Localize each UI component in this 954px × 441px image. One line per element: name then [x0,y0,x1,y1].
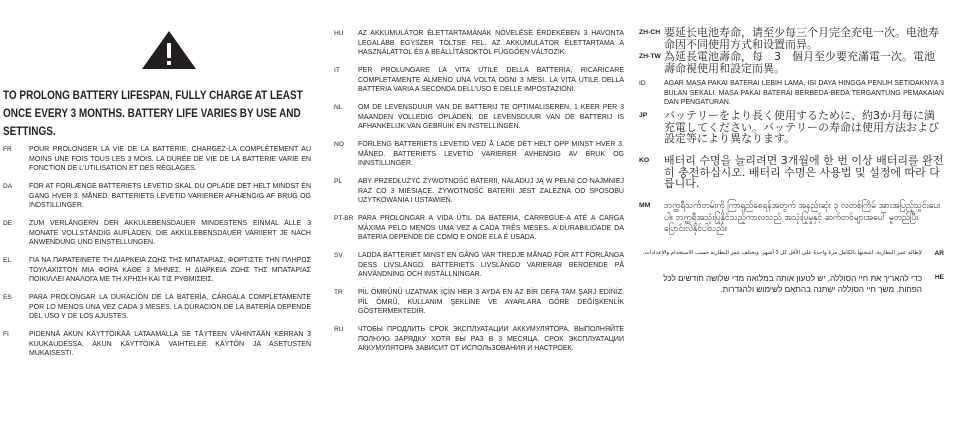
lang-code: JP [639,112,648,119]
lang-text: FOR AT FORLÆNGE BATTERIETS LEVETID SKAL DU OPLADE DET HELT MINDST ÉN GANG HVER 3. MÅNED. BATTERIETS LEVETID VARIERER AFHÆNGIG AF BRUG OG INDSTILLINGER. [29,183,311,210]
lang-text: POUR PROLONGER LA VIE DE LA BATTERIE, CHARGEZ-LA COMPLÈTEMENT AU MOINS UNE FOIS TOUS LES 3 MOIS. LA DURÉE DE VIE DE LA BATTERIE VARIE EN FONCTION DE L'UTILISATION ET DES RÉGLAGES. [29,146,311,173]
lang-code: RU [334,326,344,333]
warning-triangle-icon [141,30,197,70]
entry-zh-tw [639,51,944,74]
entry-id [639,79,944,108]
lang-code: FI [3,331,9,338]
lang-code: ID [639,80,646,87]
lang-text: 為延長電池壽命，每 3 個月至少要充滿電一次。電池壽命視使用和設定而異。 [664,50,935,75]
entry-pt-br [334,214,624,243]
lang-code: NO [334,141,344,148]
entry-jp [639,110,944,145]
headline: TO PROLONG BATTERY LIFESPAN, FULLY CHARGE AT LEAST ONCE EVERY 3 MONTHS. BATTERY LIFE VARIES BY USE AND SETTINGS. [3,89,303,138]
lang-code: ZH-TW [639,53,661,60]
lang-text: ZUM VERLÄNGERN DER AKKULEBENSDAUER MINDESTENS EINMAL ALLE 3 MONATE VOLLSTÄNDIG AUFLADEN. DIE AKKULEBENSDAUER VARIIERT JE NACH ANWENDUNG UND EINSTELLUNGEN. [29,220,311,247]
lang-text: FORLENG BATTERIETS LEVETID VED Å LADE DET HELT OPP MINST HVER 3. MÅNED. BATTERIETS LEVETID VARIERER AVHENGIG AV BRUK OG INNSTILLINGER. [358,141,624,168]
entry-ar [639,249,944,259]
lang-code: HU [334,30,344,37]
lang-text: 배터리 수명을 늘리려면 3개월에 한 번 이상 배터리를 완전히 충전하십시오. 배터리 수명은 사용법 및 설정에 따라 다릅니다. [664,154,944,190]
lang-text: PER PROLUNGARE LA VITA UTILE DELLA BATTERIA, RICARICARE COMPLETAMENTE ALMENO UNA VOLTA OGNI 3 MESI. LA VITA UTILE DELLA BATTERIA VARIA A SECONDA DELL'USO E DELLE IMPOSTAZIONI. [358,67,624,94]
lang-text: כדי להאריך את חיי הסוללה, יש לטעון אותה במלואה מדי שלושה חודשים לכל הפחות. משך חיי הסוללה ישתנה בהתאם לשימוש ולהגדרות. [663,274,922,295]
lang-code: PT-BR [334,215,354,222]
entry-sv [334,251,624,280]
lang-code: PL [334,178,343,185]
lang-code: NL [334,104,343,111]
entry-ko [639,155,944,190]
lang-code: DE [3,220,13,227]
lang-text: PARA PROLONGAR A VIDA ÚTIL DA BATERIA, CARREGUE-A ATÉ A CARGA MÁXIMA PELO MENOS UMA VEZ A CADA TRÊS MESES. A DURABILIDADE DA BATERIA DEPENDE DE COMO E ONDE ELA É USADA. [358,215,624,242]
entry-fi [3,330,311,359]
entry-nl [334,103,624,132]
lang-code: HE [934,274,944,281]
lang-text: PİL ÖMRÜNÜ UZATMAK İÇİN HER 3 AYDA EN AZ BİR DEFA TAM ŞARJ EDİNİZ. PİL ÖMRÜ, KULLANIM ŞEKLİNE VE AYARLARA GÖRE DEĞİŞKENLİK GÖSTERMEKTEDİR. [358,289,624,316]
lang-text: バッテリーをより長く使用するために、約3か月毎に満充電してください。バッテリーの寿命は使用方法および設定等により異なります。 [664,109,939,145]
entry-el [3,256,311,285]
entry-ru [334,325,624,354]
lang-text: لإطالة عمر البطارية، اشحنها بالكامل مرةً واحدةً على الأقل كل 3 أشهر. ويختلف عمر البطارية حسب الاستخدام والإعدادات. [643,250,922,256]
entry-es [3,293,311,322]
lang-text: OM DE LEVENSDUUR VAN DE BATTERIJ TE OPTIMALISEREN, 1 KEER PER 3 MAANDEN VOLLEDIG OPLADEN. DE LEVENSDUUR VAN DE BATTERIJ IS AFHANKELIJK VAN GEBRUIK EN INSTELLINGEN. [358,104,624,131]
lang-code: IT [334,67,340,74]
entry-tr [334,288,624,317]
entry-fr [3,145,311,174]
lang-text: ЧТОБЫ ПРОДЛИТЬ СРОК ЭКСПЛУАТАЦИИ АККУМУЛЯТОРА, ВЫПОЛНЯЙТЕ ПОЛНУЮ ЗАРЯДКУ ХОТЯ БЫ РАЗ В 3 МЕСЯЦА. СРОК ЭКСПЛУАТАЦИИ АККУМУЛЯТОРА ЗАВИСИТ ОТ ИСПОЛЬЗОВАНИЯ И НАСТРОЕК. [358,326,624,353]
lang-code: SV [334,252,343,259]
entry-it [334,66,624,95]
lang-text: AZ AKKUMULÁTOR ÉLETTARTAMÁNAK NÖVELÉSE ÉRDEKÉBEN 3 HAVONTA LEGALÁBB EGYSZER TÖLTSE FEL. AZ AKKUMULÁTOR ÉLETTARTAMA A HASZNÁLATTÓL ÉS A BEÁLLÍTÁSOKTÓL FÜGGŐEN VÁLTOZIK. [358,30,624,57]
lang-code: ZH-CH [639,29,661,36]
entry-hu [334,29,624,58]
lang-code: KO [639,157,650,164]
lang-text: LADDA BATTERIET MINST EN GÅNG VAR TREDJE MÅNAD FÖR ATT FÖRLÄNGA DESS LIVSLÄNGD. BATTERIETS LIVSLÄNGD VARIERAR BEROENDE PÅ ANVÄNDNING OCH INSTÄLLNINGAR. [358,252,624,279]
lang-text: 要延长电池寿命，请至少每三个月完全充电一次。电池寿命因不同使用方式和设置而异。 [664,26,939,51]
entry-no [334,140,624,169]
lang-text: ΓΙΑ ΝΑ ΠΑΡΑΤΕΙΝΕΤΕ ΤΗ ΔΙΑΡΚΕΙΑ ΖΩΗΣ ΤΗΣ ΜΠΑΤΑΡΙΑΣ, ΦΟΡΤΙΣΤΕ ΤΗΝ ΠΛΗΡΩΣ ΤΟΥΛΑΧΙΣΤΟΝ ΜΙΑ ΦΟΡΑ ΚΑΘΕ 3 ΜΗΝΕΣ. Η ΔΙΑΡΚΕΙΑ ΖΩΗΣ ΤΗΣ ΜΠΑΤΑΡΙΑΣ ΠΟΙΚΙΛΛΕΙ ΑΝΑΛΟΓΑ ΜΕ ΤΗ ΧΡΗΣΗ ΚΑΙ ΤΙΣ ΡΥΘΜΙΣΕΙΣ. [29,257,311,284]
entry-mm [639,200,944,235]
lang-text: ဘက္ထရီသက်တမ်းကို ကြာရှည်စေရန်အတွက် အနည်းဆုံး ၃ လတစ်ကြိမ် အားအပြည့်သွင်းပေးပါ။ ဘက္ထရီအသုံးပြုနိုင်သည့်ကာလသည် အသုံးပြုမှုနှင့် ဆက်တင်များအပေါ် မူတည်ပြီး ပြောင်းလဲနိုင်ပါသည်။ [664,200,941,234]
lang-code: EL [3,257,12,264]
lang-code: FR [3,146,12,153]
lang-text: ABY PRZEDŁUŻYĆ ŻYWOTNOŚĆ BATERII, NAŁADUJ JĄ W PEŁNI CO NAJMNIEJ RAZ CO 3 MIESIĄCE. ŻYWOTNOŚĆ BATERII JEST ZALEŻNA OD SPOSOBU UŻYTKOWANIA I USTAWIEŃ. [358,178,624,205]
entry-da [3,182,311,211]
lang-code: MM [639,202,651,209]
lang-code: ES [3,294,12,301]
lang-code: TR [334,289,343,296]
lang-text: AGAR MASA PAKAI BATERAI LEBIH LAMA, ISI DAYA HINGGA PENUH SETIDAKNYA 3 BULAN SEKALI. MASA PAKAI BATERAI BERBEDA-BEDA TERGANTUNG PEMAKAIAN DAN PENGATURAN. [664,80,944,107]
entry-zh-ch [639,27,944,50]
lang-code: DA [3,183,13,190]
entry-pl [334,177,624,206]
lang-text: PIDENNÄ AKUN KÄYTTÖIKÄÄ LATAAMALLA SE TÄYTEEN VÄHINTÄÄN KERRAN 3 KUUKAUDESSA. AKUN KÄYTTÖIKÄ VAIHTELEE KÄYTÖN JA ASETUSTEN MUKAISESTI. [29,331,311,358]
lang-text: PARA PROLONGAR LA DURACIÓN DE LA BATERÍA, CÁRGALA COMPLETAMENTE POR LO MENOS UNA VEZ CADA 3 MESES. LA DURACIÓN DE LA BATERÍA DEPENDE DEL USO Y DE LOS AJUSTES. [29,294,311,321]
lang-code: AR [934,250,944,257]
entry-de [3,219,311,248]
entry-he [639,273,944,296]
